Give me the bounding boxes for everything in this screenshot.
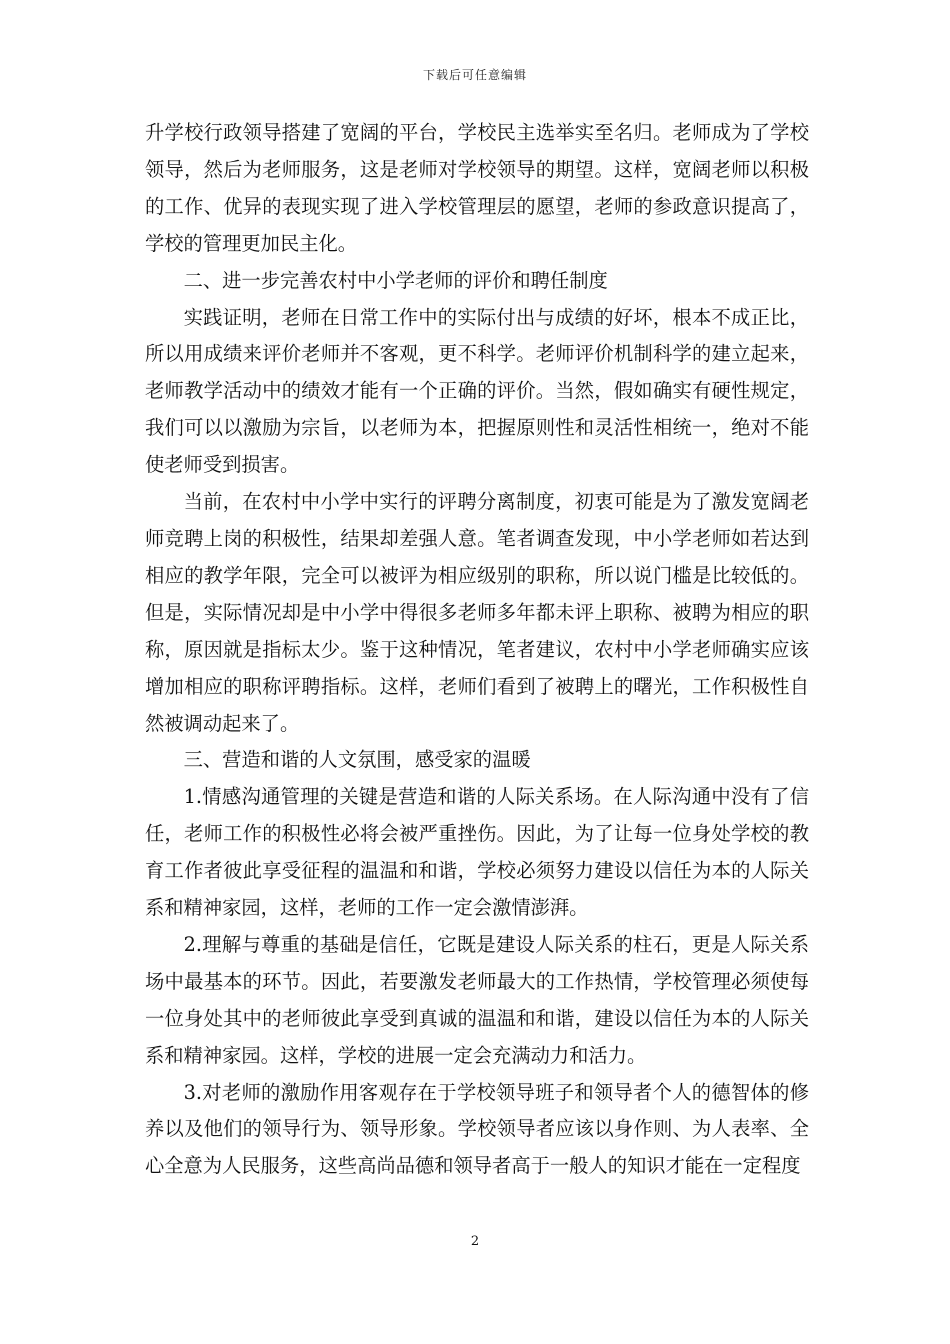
paragraph-continuation: 升学校行政领导搭建了宽阔的平台，学校民主选举实至名归。老师成为了学校领导，然后为老师服务，这是老师对学校领导的期望。这样，宽阔老师以积极的工作、优异的表现实现了进入学校管理层的愿望，老师的参政意识提高了，学校的管理更加民主化。 [145, 121, 809, 255]
page-header: 下载后可任意编辑 [422, 68, 527, 82]
list-item-1: 1.情感沟通管理的关键是营造和谐的人际关系场。在人际沟通中没有了信任，老师工作的积极性必将会被严重挫伤。因此，为了让每一位身处学校的教育工作者彼此享受征程的温温和和谐，学校必须努力建设以信任为本的人际关系和精神家园，这样，老师的工作一定会激情澎湃。 [145, 785, 809, 920]
paragraph: 当前，在农村中小学中实行的评聘分离制度，初衷可能是为了激发宽阔老师竞聘上岗的积极性，结果却差强人意。笔者调查发现，中小学老师如若达到相应的教学年限，完全可以被评为相应级别的职称，所以说门槛是比较低的。但是，实际情况却是中小学中得很多老师多年都未评上职称、被聘为相应的职称，原因就是指标太少。鉴于这种情况，笔者建议，农村中小学老师确实应该增加相应的职称评聘指标。这样，老师们看到了被聘上的曙光，工作积极性自然被调动起来了。 [145, 490, 809, 735]
page-number: 2 [470, 1234, 480, 1249]
section-heading-3: 三、营造和谐的人文氛围，感受家的温暖 [183, 748, 531, 772]
document-body [145, 115, 809, 1185]
list-item-3: 3.对老师的激励作用客观存在于学校领导班子和领导者个人的德智体的修养以及他们的领导行为、领导形象。学校领导者应该以身作则、为人表率、全心全意为人民服务，这些高尚品德和领导者高于一般人的知识才能在一定程度 [145, 1080, 809, 1178]
paragraph: 实践证明，老师在日常工作中的实际付出与成绩的好坏，根本不成正比，所以用成绩来评价老师并不客观，更不科学。老师评价机制科学的建立起来，老师教学活动中的绩效才能有一个正确的评价。当然，假如确实有硬性规定，我们可以以激励为宗旨，以老师为本，把握原则性和灵活性相统一，绝对不能使老师受到损害。 [145, 305, 809, 477]
section-heading-2: 二、进一步完善农村中小学老师的评价和聘任制度 [183, 268, 608, 292]
list-item-2: 2.理解与尊重的基础是信任，它既是建设人际关系的柱石，更是人际关系场中最基本的环节。因此，若要激发老师最大的工作热情，学校管理必须使每一位身处其中的老师彼此享受到真诚的温温和和谐，建设以信任为本的人际关系和精神家园。这样，学校的进展一定会充满动力和活力。 [145, 932, 809, 1067]
